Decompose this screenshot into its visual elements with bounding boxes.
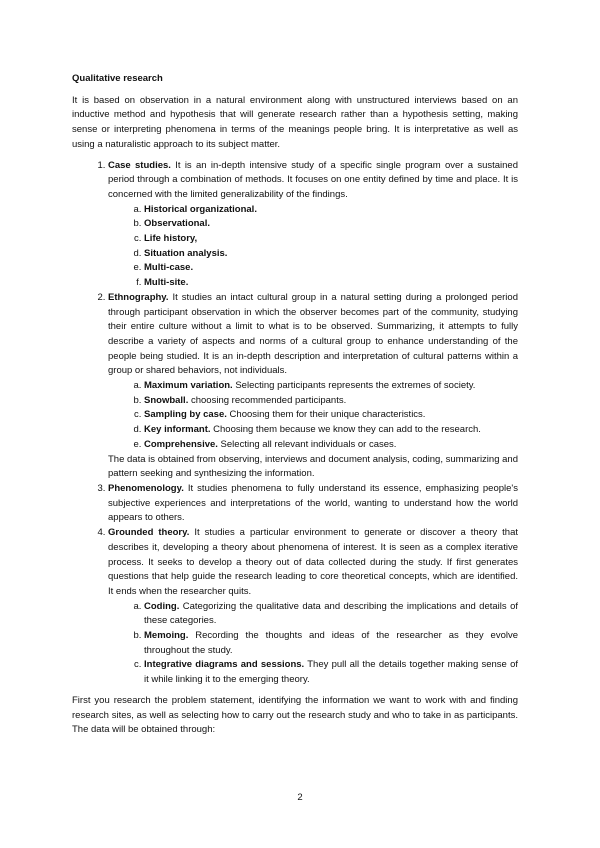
method-item-case-studies xyxy=(108,159,518,291)
sub-description: Choosing them for their unique characteristics. xyxy=(226,409,426,421)
method-item-ethnography xyxy=(108,291,518,482)
sub-term: Integrative diagrams and sessions. xyxy=(144,659,305,671)
list-item xyxy=(144,438,518,453)
list-item xyxy=(144,658,518,687)
method-list xyxy=(72,159,518,688)
method-description: It studies phenomena to fully understand its essence, emphasizing people's subjective experiences and interpretations of the world, wanting to understand how the world appears to others. xyxy=(108,482,518,524)
sub-term: Situation analysis. xyxy=(144,247,228,259)
closing-paragraph: First you research the problem statement, identifying the information we want to work with and finding research sites, as well as selecting how to carry out the research study and who to take in as participants. The data will be obtained through: xyxy=(72,694,518,736)
sub-term: Coding. xyxy=(144,600,180,612)
sub-term: Multi-case. xyxy=(144,262,194,274)
sub-description: Selecting participants represents the extremes of society. xyxy=(232,380,476,392)
sub-term: Observational. xyxy=(144,218,210,230)
list-item xyxy=(144,394,518,409)
sub-term: Memoing. xyxy=(144,630,189,642)
intro-paragraph: It is based on observation in a natural environment along with unstructured interviews based on an inductive method and hypothesis that will generate research rather than a hypothesis setting, making sense or interpreting phenomena in terms of the meanings people bring. It is interpretative as well as using a naturalistic approach to its subject matter. xyxy=(72,94,518,150)
grounded-theory-steps-list xyxy=(108,600,518,688)
list-item xyxy=(144,232,518,247)
list-item xyxy=(144,217,518,232)
list-item xyxy=(144,261,518,276)
sub-term: Multi-site. xyxy=(144,277,189,289)
method-term: Grounded theory. xyxy=(108,527,190,539)
list-item xyxy=(144,600,518,629)
sub-term: Snowball. xyxy=(144,394,189,406)
method-description: It is an in-depth intensive study of a specific single program over a sustained period through a combination of methods. It focuses on one entity defined by time and place. It is concerned with the limited generalizability of the findings. xyxy=(108,159,518,200)
case-study-types-list xyxy=(108,203,518,291)
method-item-phenomenology xyxy=(108,482,518,526)
sub-term: Maximum variation. xyxy=(144,380,233,392)
sub-description: They pull all the details together making sense of it while linking it to the emerging theory. xyxy=(144,659,518,686)
sub-description: choosing recommended participants. xyxy=(188,394,347,406)
method-item-grounded-theory xyxy=(108,526,518,688)
sub-description: Recording the thoughts and ideas of the researcher as they evolve throughout the study. xyxy=(144,630,518,656)
sub-term: Comprehensive. xyxy=(144,438,218,450)
document-page xyxy=(72,72,518,738)
list-item xyxy=(144,203,518,218)
list-item xyxy=(144,423,518,438)
sub-term: Key informant. xyxy=(144,424,211,436)
sub-description: Categorizing the qualitative data and describing the implications and details of these categories. xyxy=(144,600,518,627)
page-number: 2 xyxy=(297,792,303,803)
list-item xyxy=(144,247,518,262)
section-heading: Qualitative research xyxy=(72,73,163,84)
list-item xyxy=(144,276,518,291)
method-description: It studies a particular environment to generate or discover a theory that describes it, developing a theory about phenomena of interest. It is seen as a complex iterative process. It seeks to develop a theory out of data collected during the study. If first generates questions that help guide the research leading to core theoretical concepts, which are identified. It ends when the researcher quits. xyxy=(108,527,518,597)
ethnography-data-note: The data is obtained from observing, interviews and document analysis, coding, summarizing and pattern seeking and synthesizing the information. xyxy=(108,453,518,480)
method-term: Case studies. xyxy=(108,159,171,171)
sub-term: Historical organizational. xyxy=(144,203,257,215)
sub-term: Sampling by case. xyxy=(144,409,227,421)
sub-description: Selecting all relevant individuals or cases. xyxy=(217,438,397,450)
method-term: Ethnography. xyxy=(108,291,169,303)
list-item xyxy=(144,408,518,423)
list-item xyxy=(144,629,518,658)
list-item xyxy=(144,379,518,394)
sampling-types-list xyxy=(108,379,518,453)
sub-description: Choosing them because we know they can add to the research. xyxy=(210,424,481,436)
method-description: It studies an intact cultural group in a natural setting during a prolonged period through participant observation in which the observer becomes part of the community, studying their entire culture without a limit to what is to be observed. Summarizing, it attempts to fully describe a variety of aspects and norms of a cultural group to enhance understanding of the people being studied. It is an in-depth description and interpretation of cultural patterns within a group or shared behaviors, not individuals. xyxy=(108,291,518,377)
sub-term: Life history, xyxy=(144,233,198,245)
method-term: Phenomenology. xyxy=(108,482,184,494)
